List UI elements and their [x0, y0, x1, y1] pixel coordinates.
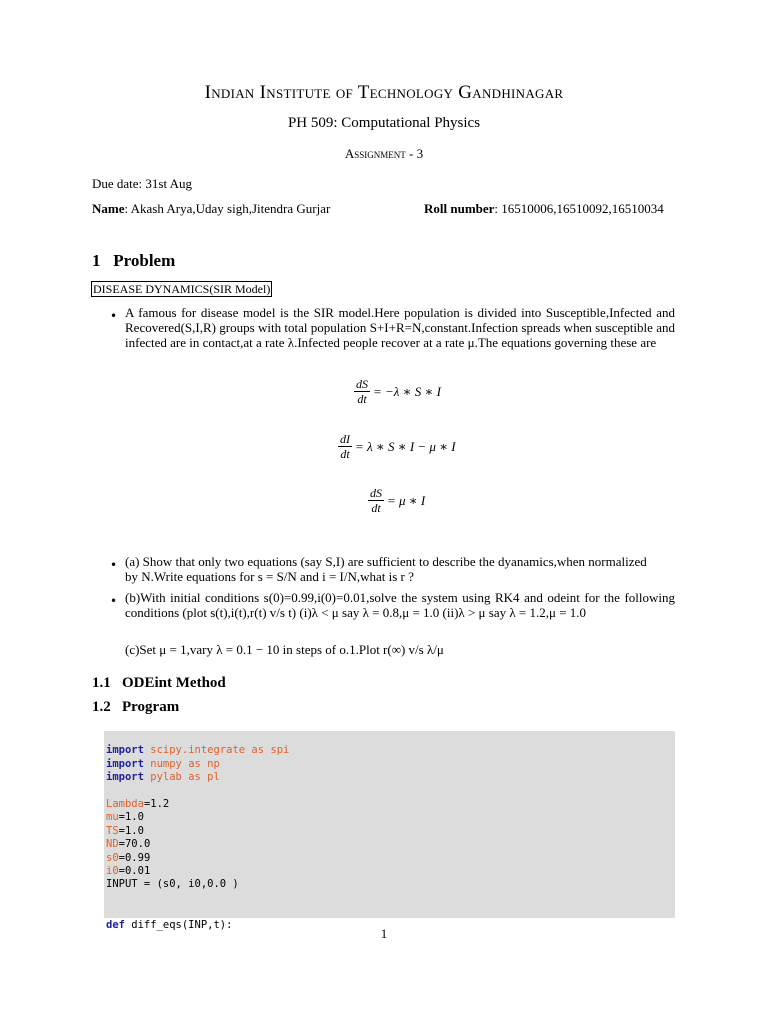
- eq1-num: dS: [356, 377, 368, 391]
- names-value: : Akash Arya,Uday sigh,Jitendra Gurjar: [124, 201, 331, 216]
- assignment-title: Assignment - 3: [344, 146, 424, 161]
- roll-label: Roll number: [424, 201, 495, 216]
- bullet-dot: •: [110, 594, 118, 608]
- equation-1: [354, 377, 441, 406]
- bullet-paragraph-sir: A famous for disease model is the SIR model.Here population is divided into Susceptible,Infected and Recovered(S,I,R) groups with total population S+I+R=N,constant.Infection spreads when susceptible and infected are in contact,at a rate λ.Infected people recover at a rate μ.The equations governing these are: [125, 305, 675, 350]
- course-title: PH 509: Computational Physics: [287, 115, 481, 131]
- code-line: s0=0.99: [106, 851, 151, 864]
- roll-value: : 16510006,16510092,16510034: [494, 201, 664, 216]
- code-line: i0=0.01: [106, 865, 151, 878]
- institute-title: Indian Institute of Technology Gandhinagar: [204, 82, 564, 103]
- subsection-odeint: [92, 675, 226, 692]
- part-c: (c)Set μ = 1,vary λ = 0.1 − 10 in steps of o.1.Plot r(∞) v/s λ/μ: [125, 642, 444, 657]
- subsection-program: [92, 699, 179, 716]
- eq2-num: dI: [340, 432, 350, 446]
- due-date: Due date: 31st Aug: [92, 176, 193, 191]
- subsection-number: 1.1: [92, 675, 111, 691]
- bullet-paragraph-a: [125, 554, 675, 584]
- code-line: [106, 892, 289, 905]
- eq2-rhs: = λ ∗ S ∗ I − μ ∗ I: [355, 438, 456, 454]
- section-title: Problem: [113, 251, 176, 270]
- equation-3: [368, 486, 425, 515]
- code-line: TS=1.0: [106, 824, 144, 837]
- section-number: 1: [92, 251, 101, 270]
- equation-2: [338, 432, 456, 461]
- code-line: [106, 785, 289, 798]
- eq2-den: dt: [340, 447, 350, 461]
- eq3-rhs: = μ ∗ I: [387, 492, 426, 508]
- code-line: INPUT = (s0, i0,0.0 ): [106, 878, 239, 891]
- boxed-topic-label: DISEASE DYNAMICS(SIR Model): [93, 282, 271, 296]
- section-heading: [92, 251, 175, 271]
- page-number: 1: [380, 926, 388, 941]
- subsection-title: ODEint Method: [122, 675, 226, 691]
- name-label: Name: [92, 201, 125, 216]
- eq1-rhs: = −λ ∗ S ∗ I: [373, 383, 441, 399]
- code-line: mu=1.0: [106, 811, 144, 824]
- code-line: import numpy as np: [106, 757, 220, 770]
- code-line: [106, 905, 289, 918]
- bullet-dot: •: [110, 309, 118, 323]
- code-listing: [106, 731, 289, 946]
- bullet-dot: •: [110, 558, 118, 572]
- code-line: Lambda=1.2: [106, 798, 170, 811]
- eq3-num: dS: [370, 486, 382, 500]
- part-a-line2: by N.Write equations for s = S/N and i = I/N,what is r ?: [125, 569, 414, 584]
- code-line: ND=70.0: [106, 838, 151, 851]
- roll-line: [424, 201, 664, 217]
- eq3-den: dt: [371, 501, 381, 515]
- bullet-paragraph-b: (b)With initial conditions s(0)=0.99,i(0)=0.01,solve the system using RK4 and odeint for the following conditions (plot s(t),i(t),r(t) v/s t) (i)λ < μ say λ = 0.8,μ = 1.0 (ii)λ > μ say λ = 1.2,μ = 1.0: [125, 590, 675, 620]
- names-line: [92, 201, 330, 217]
- code-line: import pylab as pl: [106, 771, 220, 784]
- part-a-line1: (a) Show that only two equations (say S,I) are sufficient to describe the dyanamics,when normalized: [125, 554, 647, 569]
- subsection-title: Program: [122, 699, 180, 715]
- code-line: import scipy.integrate as spi: [106, 744, 290, 757]
- code-line: def diff_eqs(INP,t):: [106, 918, 233, 931]
- subsection-number: 1.2: [92, 699, 111, 715]
- eq1-den: dt: [357, 392, 367, 406]
- boxed-topic: [91, 280, 272, 298]
